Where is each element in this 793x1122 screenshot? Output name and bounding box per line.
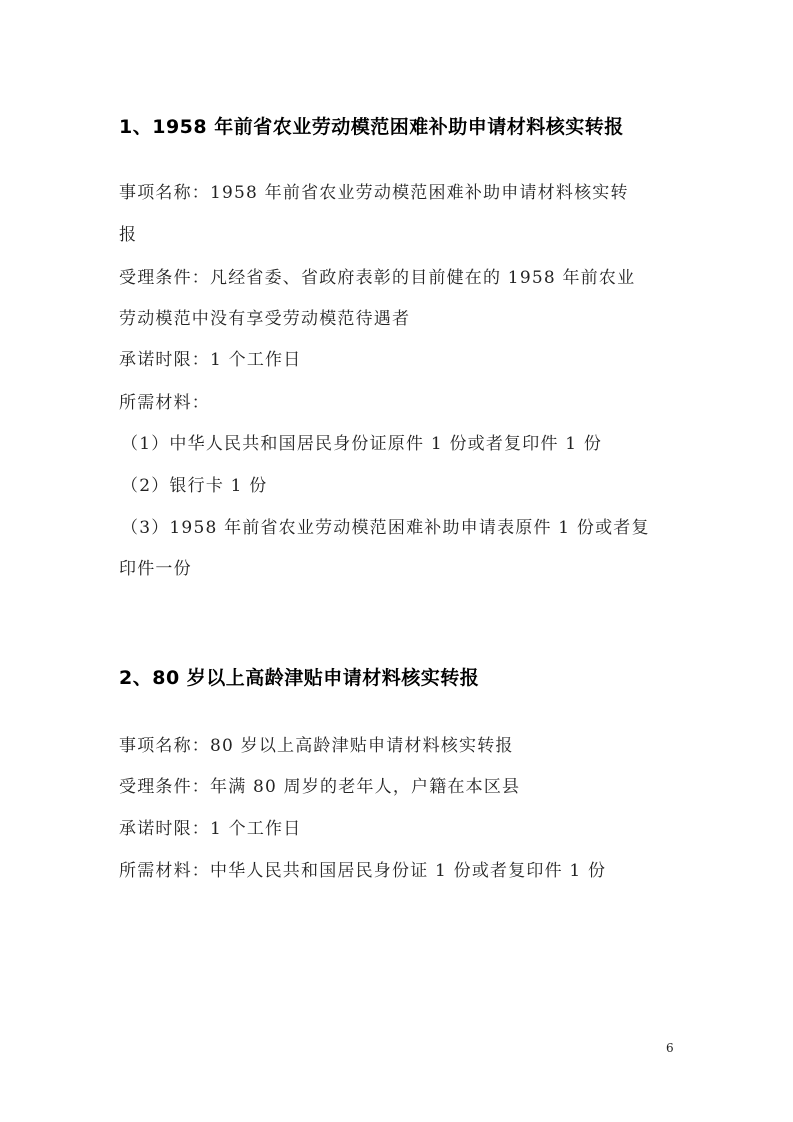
section-2-materials: 所需材料：中华人民共和国居民身份证 1 份或者复印件 1 份 xyxy=(119,861,607,881)
section-2-time-limit: 承诺时限：1 个工作日 xyxy=(119,819,302,839)
section-1-item-name-line-1: 事项名称：1958 年前省农业劳动模范困难补助申请材料核实转 xyxy=(119,183,629,203)
section-1-material-2: （2）银行卡 1 份 xyxy=(121,476,268,496)
section-1-heading: 1、1958 年前省农业劳动模范困难补助申请材料核实转报 xyxy=(119,116,624,138)
page-number: 6 xyxy=(666,1041,674,1055)
section-1-time-limit: 承诺时限：1 个工作日 xyxy=(119,350,302,370)
section-1-materials-label: 所需材料： xyxy=(119,393,210,413)
section-1-material-1: （1）中华人民共和国居民身份证原件 1 份或者复印件 1 份 xyxy=(121,434,603,454)
section-2-heading: 2、80 岁以上高龄津贴申请材料核实转报 xyxy=(119,667,480,689)
section-1-conditions-line-2: 劳动模范中没有享受劳动模范待遇者 xyxy=(119,309,411,329)
section-1-material-3-line-2: 印件一份 xyxy=(119,559,192,579)
section-1-conditions-line-1: 受理条件：凡经省委、省政府表彰的目前健在的 1958 年前农业 xyxy=(119,268,636,288)
section-2-item-name: 事项名称：80 岁以上高龄津贴申请材料核实转报 xyxy=(119,736,514,756)
section-1-item-name-line-2: 报 xyxy=(119,225,138,245)
section-1-material-3-line-1: （3）1958 年前省农业劳动模范困难补助申请表原件 1 份或者复 xyxy=(121,518,650,538)
section-2-conditions: 受理条件：年满 80 周岁的老年人，户籍在本区县 xyxy=(119,777,521,797)
